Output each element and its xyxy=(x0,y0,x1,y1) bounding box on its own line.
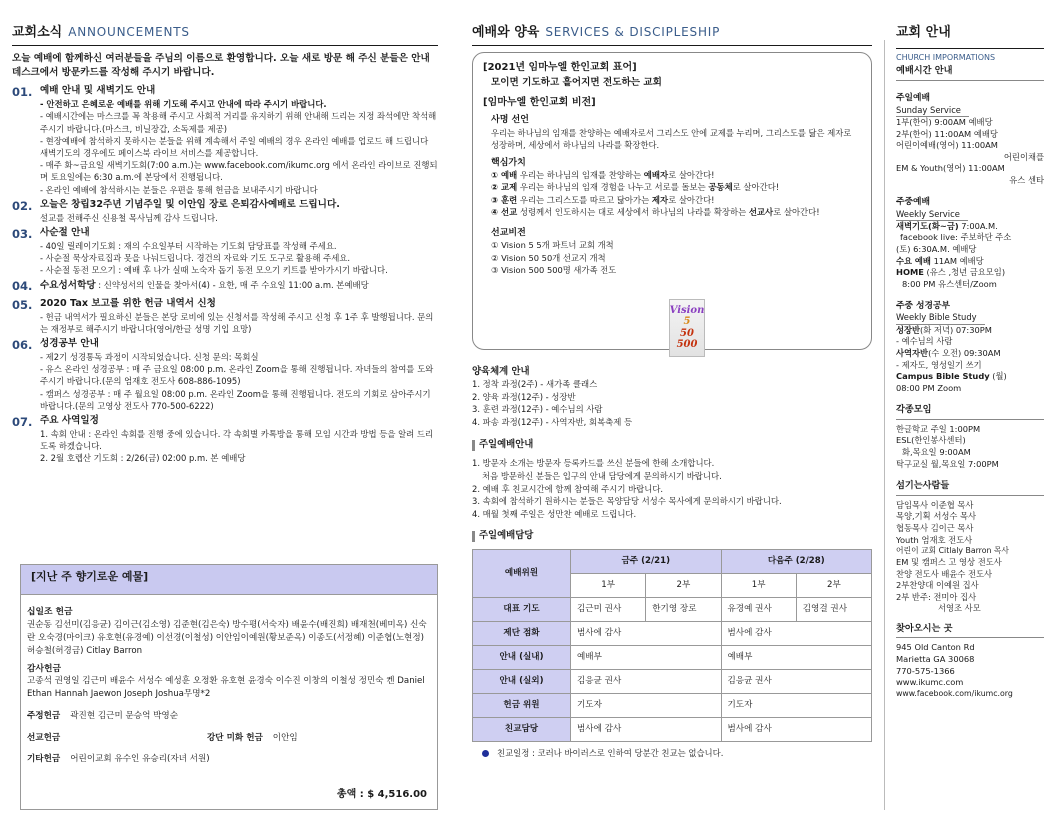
altar-offering-names: 이안임 xyxy=(272,732,298,743)
announcement-title: 예배 안내 및 새벽기도 안내 xyxy=(40,85,156,97)
part1-header: 1부 xyxy=(721,574,796,598)
guide-item: 4. 매월 첫째 주일은 성만찬 예배로 드립니다. xyxy=(472,508,637,519)
announcement-number: 07. xyxy=(12,415,33,430)
motto-heading: [2021년 임마누엘 한인교회 표어] xyxy=(483,61,637,73)
mission-offering-row xyxy=(27,733,431,745)
weekday-service-en: Weekly Service xyxy=(896,209,968,221)
announcements-column xyxy=(12,24,438,810)
group-line: ESL(한인봉사센터) xyxy=(896,435,966,446)
duty-table xyxy=(472,549,872,742)
info-title: 교회 안내 xyxy=(896,25,951,40)
guide-item: 처음 방문하신 분들은 입구의 안내 담당에게 문의하시기 바랍니다. xyxy=(482,470,722,481)
schedule-line: Campus Bible Study (월) xyxy=(896,371,1007,382)
training-item: 4. 파송 과정(12주) - 사역자반, 회복축제 등 xyxy=(472,417,633,428)
tithe-label: 십일조 헌금 xyxy=(27,607,73,617)
services-column xyxy=(472,24,872,810)
vision-box xyxy=(472,52,872,350)
training-item: 2. 양육 과정(12주) - 성장반 xyxy=(472,391,576,402)
announcement-item xyxy=(12,85,438,195)
groups-heading: 각종모임 xyxy=(896,404,1044,419)
duty-corner: 예배위원 xyxy=(473,550,571,598)
staff-line: 2부찬양대 이예원 집사 xyxy=(896,580,979,591)
staff-line: EM 및 캠퍼스 고 영상 전도사 xyxy=(896,557,1002,568)
table-row: 안내 (실외) 김응균 권사 김응균 권사 xyxy=(473,670,872,694)
announcement-title: 사순절 안내 xyxy=(40,226,90,238)
website-link[interactable]: www.ikumc.com xyxy=(896,677,964,688)
services-header xyxy=(472,24,872,46)
mission-text: 우리는 하나님의 임재를 찬양하는 예배자로서 그리스도 안에 교제를 누리며, 그리스도를 닮은 제자로 성장하며, 세상에서 하나님의 나라를 확장한다. xyxy=(491,127,852,151)
training-title: 양육체계 안내 xyxy=(472,365,530,377)
weekday-service-title: 주중예배 xyxy=(896,196,930,207)
announcement-title: 주요 사역일정 xyxy=(40,415,99,427)
announcement-title: 성경공부 안내 xyxy=(40,338,99,350)
schedule-heading: 예배시간 안내 xyxy=(896,65,1044,80)
vision-item: ③ Vision 500 500명 새가족 전도 xyxy=(491,265,617,276)
announcement-line: - 매주 화~금요일 새벽기도회(7:00 a.m.)는 www.facebook.com/ikumc.org 에서 온라인 라이브로 진행되며 토요일에는 6:30 a.m.에 본당에서 진행됩니다. xyxy=(40,160,438,183)
vision-item: ② Vision 50 50개 선교지 개척 xyxy=(491,252,606,263)
phone-line: 770-575-1366 xyxy=(896,665,955,676)
group-line: 탁구교실 월,목요일 7:00PM xyxy=(896,458,999,469)
value-item: ① 예배 우리는 하나님의 임재를 찬양하는 예배자로 살아간다! xyxy=(491,169,715,180)
training-item: 1. 정착 과정(2주) - 새가족 클래스 xyxy=(472,379,598,390)
guide-item: 1. 방문자 소개는 방문자 등록카드를 쓰신 분들에 한해 소개합니다. xyxy=(472,458,715,469)
services-title-en: SERVICES & DISCIPLESHIP xyxy=(545,25,721,39)
altar-offering-label: 강단 미화 헌금 xyxy=(207,732,263,743)
sunday-service-en: Sunday Service xyxy=(896,105,969,117)
group-line: 화,목요일 9:00AM xyxy=(902,447,971,458)
announcement-item xyxy=(12,279,438,295)
guide-item: 2. 예배 후 친교시간에 함께 참여해 주시기 바랍니다. xyxy=(472,483,664,494)
table-row: 대표 기도 김근미 권사 한기영 장로 유경예 권사 김영걸 권사 xyxy=(473,598,872,622)
table-row: 제단 점화 범사에 감사 범사에 감사 xyxy=(473,622,872,646)
other-offering-names: 어린이교회 유수인 유승리(자녀 서원) xyxy=(70,754,210,765)
announcement-number: 01. xyxy=(12,85,33,100)
announcement-number: 05. xyxy=(12,297,33,312)
column-divider xyxy=(884,40,885,810)
vision-heading: [임마누엘 한인교회 비전] xyxy=(483,96,596,108)
group-line: 한글학교 주일 1:00PM xyxy=(896,423,981,434)
sunday-offering-row xyxy=(27,711,431,723)
mission-offering-label: 선교헌금 xyxy=(27,732,61,743)
welcome-intro: 오늘 예배에 함께하신 여러분들을 주님의 이름으로 환영합니다. 오늘 새로 방문 해 주신 분들은 안내 데스크에서 방문카드를 작성해 주시기 바랍니다. xyxy=(12,52,430,79)
values-label: 핵심가치 xyxy=(491,157,526,168)
schedule-line: 1부(한어) 9:00AM 예배당 xyxy=(896,116,993,127)
announcements-title-en: ANNOUNCEMENTS xyxy=(68,25,190,39)
announcement-line: : 신약성서의 인물을 찾아서(4) - 요한, 매 주 수요일 11:00 a.m. 본예배당 xyxy=(95,280,369,291)
announcement-item xyxy=(12,199,438,224)
announcement-line: - 사순절 동전 모으기 : 예배 후 나가 실때 노숙자 돕기 동전 모으기 키트를 받아가시기 바랍니다. xyxy=(40,265,388,276)
motto-text: 모이면 기도하고 흩어지면 전도하는 교회 xyxy=(491,77,662,89)
sunday-offering-names: 곽진현 김근미 문승억 박영순 xyxy=(70,711,179,722)
staff-line: 어린이 교회 Citlaly Barron 목사 xyxy=(896,546,1009,556)
announcement-title: 수요성서학당 xyxy=(40,280,96,292)
schedule-line: - 예수님의 사람 xyxy=(896,336,953,347)
church-info-column xyxy=(896,24,1044,810)
announcement-item xyxy=(12,415,438,465)
announcement-line: - 예배시간에는 마스크를 꼭 착용해 주시고 사회적 거리를 유지하기 위해 안내해 드리는 지정 좌석에만 착석해 주시기 바랍니다.(마스크, 비닐장갑, 소독제를 제공) xyxy=(40,111,437,134)
announcement-line: - 사순절 묵상자료집과 못을 나눠드립니다. 경건의 자료와 기도 도구로 활용해 주세요. xyxy=(40,252,351,263)
announcement-line: 2. 2월 호렙산 기도회 : 2/26(금) 02:00 p.m. 본 예배당 xyxy=(40,453,246,464)
services-title: 예배와 양육 xyxy=(472,25,540,40)
value-item: ④ 선교 성령께서 인도하시는 대로 세상에서 하나님의 나라를 확장하는 선교사로 살아간다! xyxy=(491,207,820,218)
announcement-line: - 현장예배에 참석하지 못하시는 분들을 위해 계속해서 주일 예배의 경우 온라인 예배를 업로드 해 드립니다 새벽기도의 경우에도 페이스북 라이브 서비스를 제공합니다. xyxy=(40,135,429,158)
staff-line: 협동목사 김이근 목사 xyxy=(896,522,974,533)
announcement-line: 1. 속회 안내 : 온라인 속회를 진행 중에 있습니다. 각 속회별 카톡방을 통해 모임 시간과 방법 등을 알려 드리도록 하겠습니다. xyxy=(40,428,434,452)
schedule-line: 어린이채플 xyxy=(1003,151,1044,162)
announcement-line: - 캠퍼스 성경공부 : 매 주 월요일 08:00 p.m. 온라인 Zoom을 통해 진행됩니다. 전도의 기회로 삼아주시기 바랍니다.(문의 고영상 전도사 770-500-6222) xyxy=(40,388,431,411)
table-row: 안내 (실내) 예배부 예배부 xyxy=(473,646,872,670)
schedule-line: 2부(한어) 11:00AM 예배당 xyxy=(896,128,998,139)
announcement-item xyxy=(12,298,438,335)
part1-header: 1부 xyxy=(571,574,646,598)
bullet-icon xyxy=(482,750,489,757)
staff-line: 목양,기획 서성수 목사 xyxy=(896,511,977,522)
address-line: Marietta GA 30068 xyxy=(896,654,975,665)
facebook-link[interactable]: www.facebook.com/ikumc.org xyxy=(896,688,1013,698)
info-title-en: CHURCH IMPORMATIONS xyxy=(896,48,1044,64)
staff-line: 서영조 사모 xyxy=(938,603,981,614)
vision-logo: Vision 5 50 500 xyxy=(669,299,705,357)
bible-study-en: Weekly Bible Study xyxy=(896,312,985,324)
announcement-line: - 안전하고 은혜로운 예배를 위해 기도해 주시고 안내에 따라 주시기 바랍니다. xyxy=(40,99,327,110)
staff-line: 2부 반주: 전미아 집사 xyxy=(896,591,977,602)
schedule-line: 수요 예배 11AM 예배당 xyxy=(896,255,984,266)
staff-line: Youth 엄재호 전도사 xyxy=(896,534,973,545)
announcement-line: 설교를 전해주신 신용철 목사님께 감사 드립니다. xyxy=(40,212,218,223)
announcement-line: - 헌금 내역서가 필요하신 분들은 본당 로비에 있는 신청서를 작성해 주시고 신청 후 1주 후 발행됩니다. 문의는 재정부로 해주시기 바랍니다(영어/한글 성명 기입 요망) xyxy=(40,311,434,334)
announcement-item xyxy=(12,227,438,277)
bible-study-title: 주중 성경공부 xyxy=(896,300,951,311)
table-row: 친교담당 범사에 감사 범사에 감사 xyxy=(473,718,872,742)
table-row: 헌금 위원 기도자 기도자 xyxy=(473,694,872,718)
sunday-offering-label: 주정헌금 xyxy=(27,711,61,722)
schedule-line: EM & Youth(영어) 11:00AM xyxy=(896,163,1005,174)
guide-list xyxy=(472,457,872,520)
schedule-line: 새벽기도(화~금) 7:00A.M. xyxy=(896,220,998,231)
offering-box xyxy=(20,564,438,810)
vision-item: ① Vision 5 5개 파트너 교회 개척 xyxy=(491,240,614,251)
people-heading: 섬기는사람들 xyxy=(896,480,1044,495)
schedule-line: HOME (유스 ,청년 금요모임) xyxy=(896,267,1006,278)
thanks-names: 고종석 권영일 김근미 배윤수 서성수 예성훈 오정환 유호현 윤경숙 이수진 이창의 이철성 정민숙 켄 Daniel Ethan Hannah Jaewon Joseph Joshua무명*2 xyxy=(27,676,425,700)
staff-line: 찬양 전도사 배윤수 전도사 xyxy=(896,568,993,579)
vision-label: 선교비전 xyxy=(491,228,526,239)
schedule-line: 08:00 PM Zoom xyxy=(896,382,962,393)
value-item: ③ 훈련 우리는 그리스도를 따르고 닮아가는 제자로 살아간다! xyxy=(491,194,715,205)
tithe-names: 권순동 김선미(김응균) 김이근(김소영) 김준현(김은숙) 방수평(서숙자) 배윤수(배진희) 배재천(베미옥) 신숙란 오숙경(마이크) 유호현(유경예) 이선경(이철성) 이안임이예원(황보준옥) 이종도(서정혜) 이준협(노현정) 허승철(허경금) Citlay Barron xyxy=(27,619,427,656)
schedule-line: (토) 6:30A.M. 예배당 xyxy=(896,244,977,255)
other-offering-label: 기타헌금 xyxy=(27,754,61,765)
duty-title: 주일예배담당 xyxy=(472,530,872,543)
announcement-line: - 제2기 성경통독 과정이 시작되었습니다. 신청 문의: 목회실 xyxy=(40,352,259,363)
fellowship-notice: 친교일정 : 코러나 바이러스로 인하여 당분간 친교는 없습니다. xyxy=(482,748,872,759)
address-line: 945 Old Canton Rd xyxy=(896,642,975,653)
staff-line: 담임목사 이준협 목사 xyxy=(896,499,974,510)
announcement-line: - 유스 온라인 성경공부 : 매 주 금요일 08:00 p.m. 온라인 Zoom을 통해 진행됩니다. 자녀들의 참여를 도와 주시기 바랍니다.(문의 엄재호 전도사 608-886-1095) xyxy=(40,364,434,387)
announcements-header xyxy=(12,24,438,46)
announcement-line: - 40일 릴레이기도회 : 재의 수요일부터 시작하는 기도회 담당표를 작성해 주세요. xyxy=(40,240,337,251)
address-heading: 찾아오시는 곳 xyxy=(896,623,1044,638)
announcement-list xyxy=(12,85,438,464)
schedule-line: - 제자도, 영성일기 쓰기 xyxy=(896,359,982,370)
announcement-line: - 온라인 예배에 참석하시는 분들은 우편을 통해 헌금을 보내주시기 바랍니다 xyxy=(40,184,318,195)
announcement-number: 03. xyxy=(12,226,33,241)
guide-title: 주일예배안내 xyxy=(472,439,872,452)
announcement-number: 02. xyxy=(12,198,33,213)
schedule-line: 사역자반(수 오전) 09:30AM xyxy=(896,347,1001,358)
schedule-line: 8:00 PM 유스센터/Zoom xyxy=(902,278,997,289)
announcement-item xyxy=(12,338,438,412)
announcement-number: 04. xyxy=(12,279,33,294)
announcement-title: 오늘은 창립32주년 기념주일 및 이안임 장로 은퇴감사예배로 드립니다. xyxy=(40,198,340,210)
announcements-title: 교회소식 xyxy=(12,25,63,40)
other-offering-row xyxy=(27,754,431,766)
schedule-line: 어린이예배(영어) 11:00AM xyxy=(896,140,998,151)
part2-header: 2부 xyxy=(796,574,871,598)
announcement-title: 2020 Tax 보고를 위한 헌금 내역서 신청 xyxy=(40,297,216,309)
next-week-header: 다음주 (2/28) xyxy=(721,550,872,574)
training-list xyxy=(472,378,872,428)
schedule-line: facebook live: 주보하단 주소 xyxy=(900,232,1012,243)
schedule-line: 성장반(화 저녁) 07:30PM xyxy=(896,324,992,335)
thanks-label: 감사헌금 xyxy=(27,663,61,674)
offering-title: [지난 주 향기로운 예물] xyxy=(21,565,437,595)
offering-total: 총액 : $ 4,516.00 xyxy=(336,788,427,800)
this-week-header: 금주 (2/21) xyxy=(571,550,722,574)
schedule-line: 유스 센타 xyxy=(1009,175,1044,186)
training-item: 3. 훈련 과정(12주) - 예수님의 사람 xyxy=(472,404,603,415)
value-item: ② 교제 우리는 하나님의 임재 경험을 나누고 서로를 돌보는 공동체로 살아간다! xyxy=(491,182,780,193)
mission-label: 사명 선언 xyxy=(491,115,529,126)
part2-header: 2부 xyxy=(646,574,721,598)
guide-item: 3. 속회에 참석하기 원하시는 분들은 목양담당 서성수 목사에게 문의하시기 바랍니다. xyxy=(472,496,782,507)
announcement-number: 06. xyxy=(12,338,33,353)
sunday-service-title: 주일예배 xyxy=(896,92,930,103)
